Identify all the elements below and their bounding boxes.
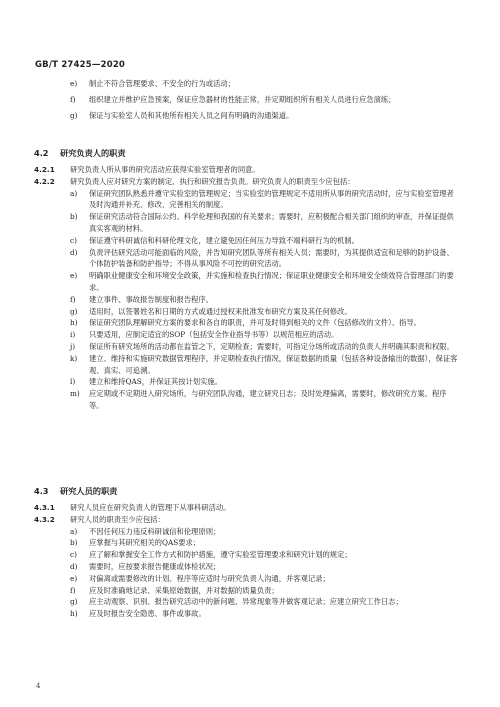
item-marker: m) xyxy=(70,389,80,399)
list-item xyxy=(0,353,500,377)
item-text: 应掌握与其研究相关的QAS要求； xyxy=(89,538,201,548)
list-item xyxy=(0,537,500,549)
item-text: 不因任何压力违反科研诚信和伦理原则； xyxy=(89,526,221,536)
item-text: 应主动观察、识别、报告研究活动中的新问题、异常现象等并做客观记录；应建立研究工作日志； xyxy=(89,597,403,607)
item-marker: i) xyxy=(70,330,76,340)
item-marker: b) xyxy=(70,212,78,222)
item-marker: e) xyxy=(70,271,78,281)
section-title: 研究负责人的职责 xyxy=(60,148,126,158)
list-item xyxy=(0,585,500,597)
item-marker: a) xyxy=(70,188,78,198)
list-item xyxy=(0,341,500,353)
list-item xyxy=(0,94,500,106)
item-text: 保证研究活动符合国际公约、科学伦理和我国的有关要求；需要时，应积极配合相关部门组织的审查，并保证提供真实客观的材料。 xyxy=(89,212,454,233)
item-text: 适用时，以签署姓名和日期的方式或通过授权来批准发布研究方案及其任何修改。 xyxy=(89,306,352,316)
standard-number-header: GB/T 27425—2020 xyxy=(35,60,126,70)
item-marker: f) xyxy=(70,585,76,595)
item-text: 应定期或不定期进入研究场所，与研究团队沟通，建立研究日志；及时处理偏离，需要时，修改研究方案、程序等。 xyxy=(89,389,447,410)
list-item xyxy=(0,376,500,388)
list-item xyxy=(0,78,500,90)
section-4-2 xyxy=(0,142,500,412)
item-marker: h) xyxy=(70,609,78,619)
list-item xyxy=(0,549,500,561)
list-item xyxy=(0,306,500,318)
clause-text: 研究人员应在研究负责人的管理下从事科研活动。 xyxy=(70,503,231,512)
item-text: 需要时，应按要求报告健康或体检状况； xyxy=(89,561,221,571)
item-text: 应及时准确地记录、采集原始数据，并对数据的质量负责； xyxy=(89,585,279,595)
list-item xyxy=(0,388,500,412)
section-title: 研究人员的职责 xyxy=(60,486,118,496)
clause-text: 研究人员的职责至少应包括： xyxy=(70,514,165,524)
clause-number: 4.2.2 xyxy=(34,176,55,186)
clause-number: 4.3.1 xyxy=(34,503,55,512)
item-marker: c) xyxy=(70,550,77,560)
item-marker: a) xyxy=(70,526,78,536)
section-number: 4.2 xyxy=(34,148,49,158)
item-marker: e) xyxy=(70,573,78,583)
list-item xyxy=(0,294,500,306)
item-text: 保证遵守科研诚信和科研伦理文化，建立避免因任何压力导致不端科研行为的机制。 xyxy=(89,235,359,245)
list-item xyxy=(0,188,500,212)
item-marker: c) xyxy=(70,235,77,245)
section-4-3 xyxy=(0,480,500,620)
item-marker: j) xyxy=(70,341,76,351)
item-text: 保证所有研究场所的活动都在监管之下，定期检查；需要时，可指定分场所或活动的负责人并明确其职责和权限。 xyxy=(89,341,454,351)
item-text: 保证与实验室人员和其他所有相关人员之间有明确的沟通渠道。 xyxy=(89,110,294,120)
item-text: 组织建立并维护应急预案，保证应急器材的性能正常，并定期组织所有相关人员进行应急演练； xyxy=(89,94,396,104)
item-marker: g) xyxy=(70,597,78,607)
item-marker: k) xyxy=(70,353,78,363)
clause-4-2-2 xyxy=(0,176,500,188)
list-item xyxy=(0,247,500,271)
item-text: 建立和维持QAS，并保证其按计划实施。 xyxy=(89,377,222,387)
section-heading xyxy=(0,142,500,164)
item-marker: f) xyxy=(70,294,76,304)
item-marker: f) xyxy=(70,94,76,104)
item-text: 对偏离或需要修改的计划、程序等应适时与研究负责人沟通，并客观记录； xyxy=(89,573,330,583)
item-text: 明确职业健康安全和环境安全政策，并实施和检查执行情况；保证职业健康安全和环境安全绩效符合管理部门的要求。 xyxy=(89,271,454,292)
item-marker: e) xyxy=(70,79,78,88)
item-marker: d) xyxy=(70,561,78,571)
list-item xyxy=(0,329,500,341)
item-text: 应及时报告安全隐患、事件或事故。 xyxy=(89,609,206,619)
item-marker: g) xyxy=(70,110,78,120)
clause-text: 研究负责人所从事的研究活动应获得实验室管理者的同意。 xyxy=(70,165,260,174)
item-marker: h) xyxy=(70,318,78,328)
clause-text: 研究负责人应对研究方案的制定、执行和研究报告负责。研究负责人的职责至少应包括： xyxy=(70,176,355,186)
item-text: 建立事件、事故报告制度和报告程序。 xyxy=(89,294,214,304)
clause-4-2-1 xyxy=(0,164,500,176)
item-text: 只要适用，应制定适宜的SOP（包括安全作业指导书等）以规范相应的活动。 xyxy=(89,330,339,340)
item-text: 保证研究团队理解研究方案的要求和各自的职责，并可及时得到相关的文件（包括修改的文件）、指导。 xyxy=(89,318,422,328)
list-item xyxy=(0,573,500,585)
item-marker: l) xyxy=(70,377,76,387)
list-item xyxy=(0,317,500,329)
item-text: 建立、维持和实施研究数据管理程序，并定期检查执行情况，保证数据的质量（包括各种设备输出的数据），保证客观、真实、可追溯。 xyxy=(89,353,458,375)
list-item xyxy=(0,110,500,122)
list-item xyxy=(0,211,500,235)
clause-4-3-1 xyxy=(0,502,500,514)
section-number: 4.3 xyxy=(34,486,49,496)
item-marker: b) xyxy=(70,538,78,548)
continued-list xyxy=(0,78,500,121)
list-item xyxy=(0,596,500,608)
item-marker: d) xyxy=(70,247,78,257)
list-item xyxy=(0,526,500,538)
item-marker: g) xyxy=(70,306,78,316)
section-heading xyxy=(0,480,500,502)
clause-number: 4.3.2 xyxy=(34,514,55,524)
list-item xyxy=(0,235,500,247)
item-text: 负责评估研究活动可能面临的风险，并告知研究团队等所有相关人员；需要时，为其提供适宜和足够的防护设备、个体防护装备和防护指导；不得从事风险不可控的研究活动。 xyxy=(89,247,454,269)
page-number: 4 xyxy=(36,682,41,690)
list-item xyxy=(0,561,500,573)
clause-4-3-2 xyxy=(0,514,500,526)
item-text: 制止不符合管理要求、不安全的行为或活动； xyxy=(89,79,235,88)
clause-number: 4.2.1 xyxy=(34,165,55,174)
list-item xyxy=(0,608,500,620)
item-text: 应了解和掌握安全工作方式和防护措施，遵守实验室管理要求和研究计划的规定； xyxy=(89,550,352,560)
item-text: 保证研究团队熟悉并遵守实验室的管理规定；当实验室的管理规定不适用所从事的研究活动时，应与实验室管理者及时沟通并补充、修改、完善相关的制度。 xyxy=(89,188,454,210)
list-item xyxy=(0,270,500,294)
